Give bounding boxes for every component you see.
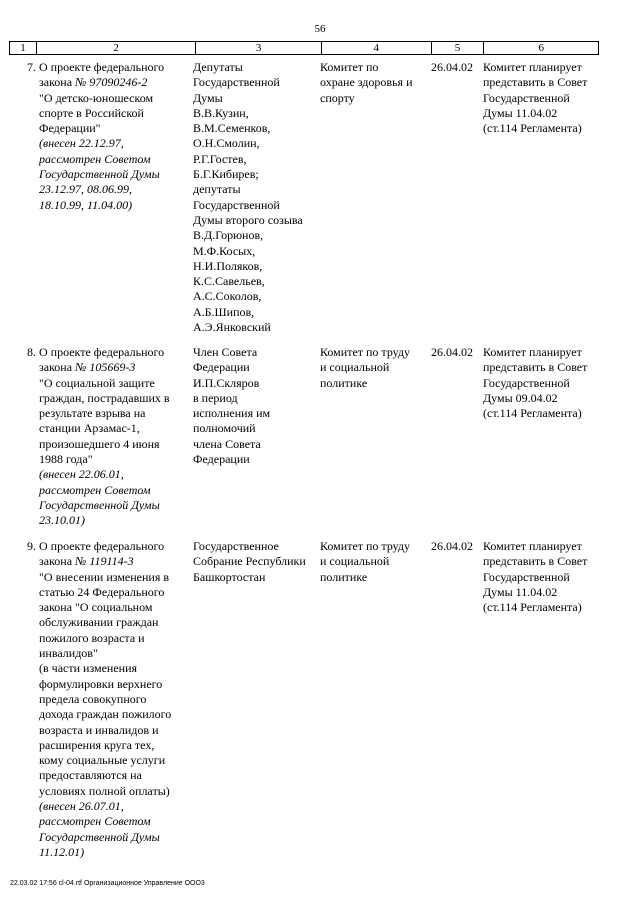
decision-line: Комитет планирует (483, 345, 582, 359)
author-line: депутаты (193, 182, 241, 197)
project-status: Государственной Думы (39, 497, 160, 512)
project-title: предоставляются на (39, 768, 142, 783)
author-line: Б.Г.Кибирев; (193, 167, 259, 182)
project-cell (39, 60, 199, 213)
decision-cell (483, 60, 603, 136)
committee-cell (320, 539, 428, 585)
committee-line: Комитет по (320, 60, 379, 74)
table-header-row (9, 41, 599, 55)
project-status: 23.10.01) (39, 513, 85, 528)
author-line: Федерации (193, 452, 250, 467)
project-title: дохода граждан пожилого (39, 707, 172, 722)
header-col-1: 1 (10, 42, 37, 54)
author-line: Государственной (193, 75, 280, 90)
decision-line: представить в Совет (483, 75, 588, 90)
author-line: Думы второго созыва (193, 212, 303, 227)
project-text: О проекте федерального (39, 539, 165, 553)
row-number: 8. (27, 345, 36, 359)
project-title: "О детско-юношеском (39, 90, 154, 105)
project-title: возраста и инвалидов и (39, 722, 159, 737)
decision-line: (ст.114 Регламента) (483, 600, 582, 615)
decision-line: (ст.114 Регламента) (483, 121, 582, 136)
authors-cell (193, 345, 319, 467)
page-number: 56 (314, 23, 326, 35)
author-line: Р.Г.Гостев, (193, 151, 247, 166)
committee-cell (320, 60, 428, 106)
project-cell (39, 345, 199, 529)
author-line: В.В.Кузин, (193, 105, 249, 120)
project-number: № 105669-3 (75, 360, 136, 375)
project-status: (внесен 22.12.97, (39, 136, 124, 151)
decision-line: представить в Совет (483, 360, 588, 375)
decision-cell (483, 539, 603, 615)
project-law-line (39, 75, 199, 90)
committee-line: Комитет по труду (320, 345, 411, 359)
decision-line: Думы 11.04.02 (483, 105, 558, 120)
project-text: закона (39, 75, 73, 90)
author-line: Государственное (193, 539, 279, 553)
project-text: О проекте федерального (39, 345, 165, 359)
project-status: рассмотрен Советом (39, 814, 151, 829)
date-cell: 26.04.02 (431, 60, 473, 74)
project-law-line (39, 554, 199, 569)
project-status: рассмотрен Советом (39, 482, 151, 497)
committee-line: и социальной (320, 360, 390, 375)
author-line: Депутаты (193, 60, 243, 74)
row-number: 9. (27, 539, 36, 553)
committee-cell (320, 345, 428, 391)
project-title: "О социальной защите (39, 375, 155, 390)
decision-line: Государственной (483, 569, 570, 584)
decision-line: Государственной (483, 375, 570, 390)
project-title: произошедшего 4 июня (39, 436, 160, 451)
authors-cell (193, 60, 319, 335)
decision-line: Думы 11.04.02 (483, 584, 558, 599)
author-line: Думы (193, 90, 223, 105)
authors-cell (193, 539, 319, 585)
project-title: предела совокупного (39, 691, 147, 706)
project-number: № 97090246-2 (75, 75, 148, 90)
decision-line: Комитет планирует (483, 60, 582, 74)
header-col-3: 3 (196, 42, 322, 54)
author-line: Член Совета (193, 345, 258, 359)
header-col-2: 2 (37, 42, 196, 54)
decision-line: Государственной (483, 90, 570, 105)
committee-line: и социальной (320, 554, 390, 569)
project-title: закона "О социальном (39, 600, 153, 615)
author-line: в период (193, 390, 238, 405)
project-status: 23.12.97, 08.06.99, (39, 182, 132, 197)
project-title: 1988 года" (39, 452, 93, 467)
project-title: пожилого возраста и (39, 630, 145, 645)
decision-line: представить в Совет (483, 554, 588, 569)
date-cell: 26.04.02 (431, 345, 473, 359)
project-cell (39, 539, 199, 860)
decision-cell (483, 345, 603, 421)
project-status: Государственной Думы (39, 167, 160, 182)
decision-line: (ст.114 Регламента) (483, 406, 582, 421)
project-status: 18.10.99, 11.04.00) (39, 197, 133, 212)
committee-line: охране здоровья и (320, 75, 413, 90)
project-status: Государственной Думы (39, 829, 160, 844)
author-line: Башкортостан (193, 569, 266, 584)
header-col-4: 4 (322, 42, 432, 54)
project-title: инвалидов" (39, 646, 98, 661)
row-number: 7. (27, 60, 36, 74)
author-line: В.Д.Горюнов, (193, 228, 264, 243)
author-line: И.П.Скляров (193, 375, 260, 390)
project-title: Федерации" (39, 121, 101, 136)
project-text: О проекте федерального (39, 60, 165, 74)
author-line: О.Н.Смолин, (193, 136, 260, 151)
author-line: исполнения им (193, 406, 271, 421)
project-title: расширения круга тех, (39, 737, 155, 752)
project-title: условиях полной оплаты) (39, 783, 170, 798)
date-cell: 26.04.02 (431, 539, 473, 553)
committee-line: политике (320, 569, 368, 584)
project-text: закона (39, 360, 73, 375)
author-line: полномочий (193, 421, 256, 436)
project-status: (внесен 22.06.01, (39, 467, 124, 482)
project-title: формулировки верхнего (39, 676, 163, 691)
project-status: 11.12.01) (39, 844, 85, 859)
project-title: результате взрыва на (39, 406, 146, 421)
project-status: (внесен 26.07.01, (39, 799, 124, 814)
project-title: спорте в Российской (39, 105, 144, 120)
project-title: станции Арзамас-1, (39, 421, 140, 436)
author-line: В.М.Семенков, (193, 121, 271, 136)
author-line: А.Б.Шипов, (193, 304, 255, 319)
decision-line: Думы 09.04.02 (483, 390, 558, 405)
project-title: "О внесении изменения в (39, 569, 170, 584)
author-line: А.Э.Янковский (193, 320, 271, 335)
project-status: рассмотрен Советом (39, 151, 151, 166)
project-text: закона (39, 554, 73, 569)
author-line: Государственной (193, 197, 280, 212)
committee-line: Комитет по труду (320, 539, 411, 553)
author-line: Н.И.Поляков, (193, 258, 263, 273)
author-line: Собрание Республики (193, 554, 306, 569)
committee-line: политике (320, 375, 368, 390)
project-title: статью 24 Федерального (39, 584, 165, 599)
project-law-line (39, 360, 199, 375)
project-title: (в части изменения (39, 661, 138, 676)
header-col-6: 6 (538, 42, 544, 54)
print-footer: 22.03.02 17:56 cl-04.rtf Организационное Управление ООО3 (10, 880, 205, 887)
author-line: К.С.Савельев, (193, 274, 265, 289)
project-title: граждан, пострадавших в (39, 390, 170, 405)
header-col-5: 5 (432, 42, 485, 54)
author-line: Федерации (193, 360, 250, 375)
author-line: А.С.Соколов, (193, 289, 262, 304)
committee-line: спорту (320, 90, 355, 105)
project-title: кому социальные услуги (39, 753, 166, 768)
author-line: М.Ф.Косых, (193, 243, 256, 258)
author-line: члена Совета (193, 436, 261, 451)
project-title: обслуживании граждан (39, 615, 159, 630)
decision-line: Комитет планирует (483, 539, 582, 553)
project-number: № 119114-3 (75, 554, 134, 569)
